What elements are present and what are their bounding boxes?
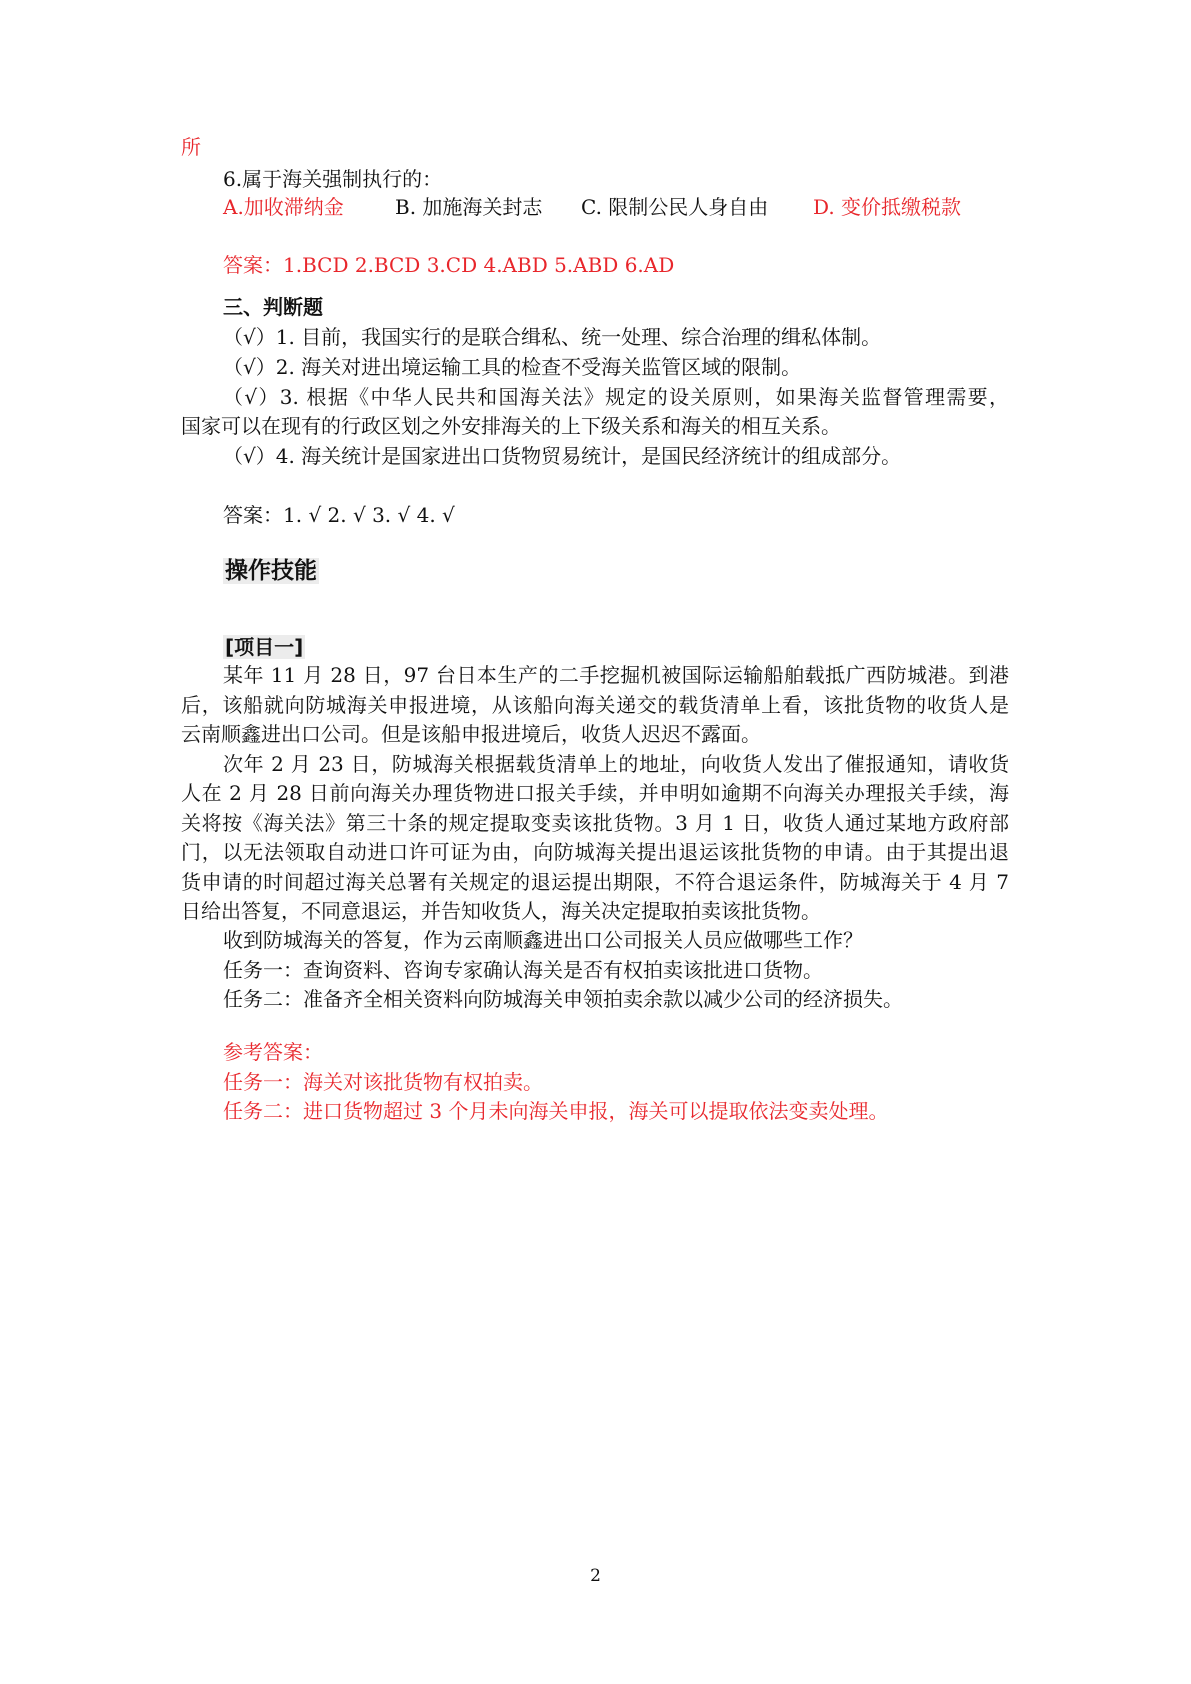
- project-title-wrap: [223, 632, 305, 663]
- q6-option-d: D. 变价抵缴税款: [813, 195, 962, 219]
- reference-task-2: 任务二：进口货物超过 3 个月未向海关申报，海关可以提取依法变卖处理。: [223, 1099, 889, 1123]
- section3-title: 三、判断题: [223, 295, 323, 319]
- section4-title-wrap: [223, 556, 319, 587]
- case-line-5: 人在 2 月 28 日前向海关办理货物进口报关手续，并申明如逾期不向海关办理报关手续，海: [181, 781, 1009, 805]
- case-line-6: 关将按《海关法》第三十条的规定提取变卖该批货物。3 月 1 日，收货人通过某地方政府部: [181, 811, 1009, 835]
- case-line-4: 次年 2 月 23 日，防城海关根据载货清单上的地址，向收货人发出了催报通知，请收货: [223, 752, 1009, 776]
- tf-item-1: （√）1. 目前，我国实行的是联合缉私、统一处理、综合治理的缉私体制。: [223, 325, 882, 349]
- case-line-8: 货申请的时间超过海关总署有关规定的退运提出期限，不符合退运条件，防城海关于 4 月 7: [181, 870, 1009, 894]
- tf-answer: 答案：1. √ 2. √ 3. √ 4. √: [223, 503, 455, 527]
- q6-option-b: B. 加施海关封志: [395, 195, 543, 219]
- tf-item-3: （√）3. 根据《中华人民共和国海关法》规定的设关原则，如果海关监督管理需要，: [223, 385, 1009, 409]
- tf-item-2: （√）2. 海关对进出境运输工具的检查不受海关监管区域的限制。: [223, 355, 802, 379]
- project-title: [项目一]: [225, 635, 304, 659]
- reference-task-1: 任务一：海关对该批货物有权拍卖。: [223, 1070, 543, 1094]
- case-line-9: 日给出答复，不同意退运，并告知收货人，海关决定提取拍卖该批货物。: [181, 899, 821, 923]
- reference-title: 参考答案：: [223, 1040, 323, 1064]
- tf-item-4: （√）4. 海关统计是国家进出口货物贸易统计，是国民经济统计的组成部分。: [223, 444, 902, 468]
- q6-options: [223, 192, 983, 223]
- case-line-2: 后，该船就向防城海关申报进境，从该船向海关递交的载货清单上看，该批货物的收货人是: [181, 693, 1009, 717]
- q6-stem: 6.属于海关强制执行的：: [223, 167, 443, 191]
- section4-title: 操作技能: [225, 558, 317, 584]
- case-task-1: 任务一：查询资料、咨询专家确认海关是否有权拍卖该批进口货物。: [223, 958, 823, 982]
- case-question: 收到防城海关的答复，作为云南顺鑫进出口公司报关人员应做哪些工作？: [223, 928, 863, 952]
- case-task-2: 任务二：准备齐全相关资料向防城海关申领拍卖余款以减少公司的经济损失。: [223, 987, 903, 1011]
- case-line-7: 门，以无法领取自动进口许可证为由，向防城海关提出退运该批货物的申请。由于其提出退: [181, 840, 1009, 864]
- case-line-1: 某年 11 月 28 日，97 台日本生产的二手挖掘机被国际运输船舶载抵广西防城港。到港: [223, 663, 1009, 687]
- tf-item-3-cont: 国家可以在现有的行政区划之外安排海关的上下级关系和海关的相互关系。: [181, 414, 841, 438]
- page-number: 2: [590, 1566, 601, 1586]
- case-line-3: 云南顺鑫进出口公司。但是该船申报进境后，收货人迟迟不露面。: [181, 722, 761, 746]
- q6-option-a: A.加收滞纳金: [223, 195, 344, 219]
- q5-tail-text: 所: [181, 135, 201, 159]
- q6-option-c: C. 限制公民人身自由: [581, 195, 769, 219]
- mc-answer: 答案：1.BCD 2.BCD 3.CD 4.ABD 5.ABD 6.AD: [223, 253, 675, 277]
